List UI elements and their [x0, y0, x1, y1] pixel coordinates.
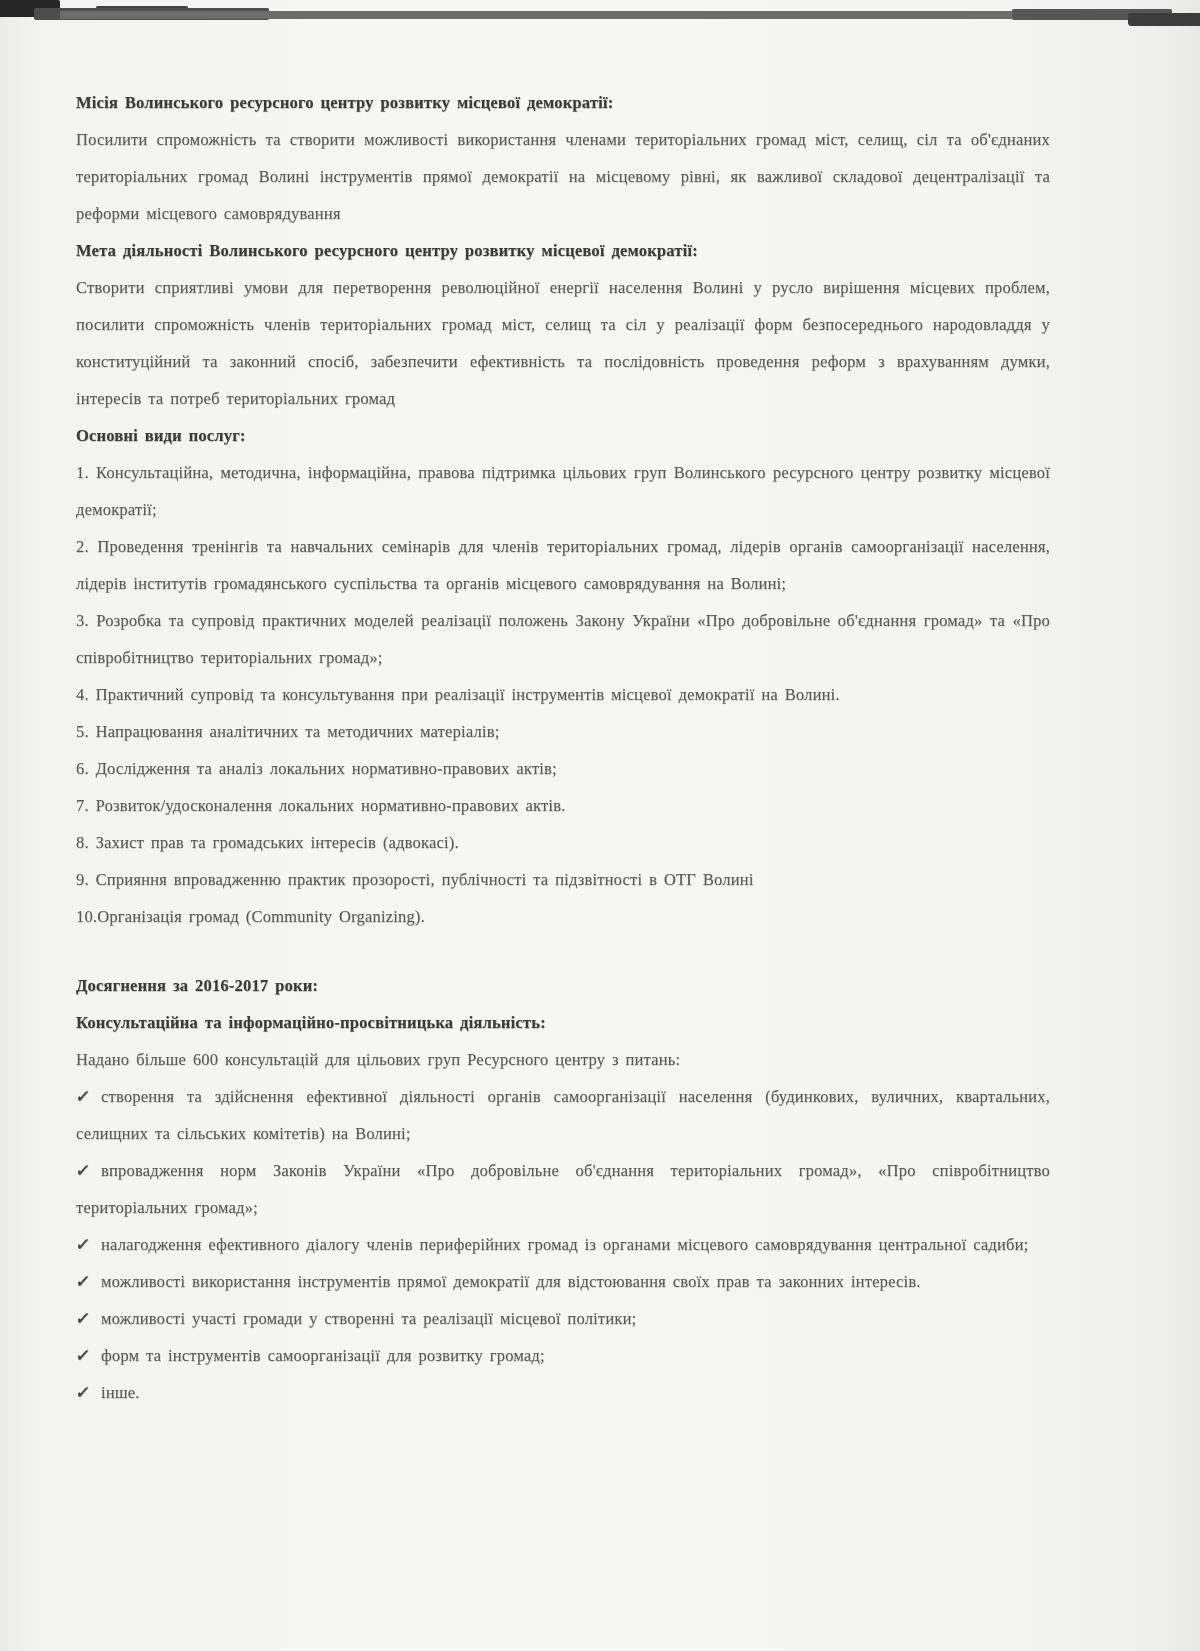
checkmark-icon: ✓ [74, 1383, 92, 1402]
topic-item-6 [76, 1337, 1050, 1374]
topic-text: можливості використання інструментів прямої демократії для відстоювання своїх прав та законних інтересів. [101, 1272, 921, 1291]
topic-text: форм та інструментів самоорганізації для розвитку громад; [101, 1346, 545, 1365]
achievements-heading: Досягнення за 2016-2017 роки: [76, 976, 319, 995]
service-item-6: 6. Дослідження та аналіз локальних нормативно-правових актів; [76, 759, 557, 778]
topic-text: інше. [101, 1383, 140, 1402]
document-content [76, 0, 1050, 1411]
topic-text: можливості участі громади у створенні та реалізації місцевої політики; [101, 1309, 637, 1328]
achievements-subheading: Консультаційна та інформаційно-просвітницька діяльність: [76, 1013, 546, 1032]
checkmark-icon: ✓ [74, 1346, 92, 1365]
mission-heading: Місія Волинського ресурсного центру розвитку місцевої демократії: [76, 93, 614, 112]
topic-text: створення та здійснення ефективної діяльності органів самоорганізації населення (будинкових, вуличних, квартальних, селищних та сільських комітетів) на Волині; [76, 1087, 1050, 1143]
checkmark-icon: ✓ [74, 1087, 92, 1106]
topic-text: налагодження ефективного діалогу членів периферійних громад із органами місцевого самоврядування центральної садиби; [101, 1235, 1029, 1254]
checkmark-icon: ✓ [74, 1309, 92, 1328]
goal-heading: Мета діяльності Волинського ресурсного центру розвитку місцевої демократії: [76, 241, 698, 260]
service-item-2: 2. Проведення тренінгів та навчальних семінарів для членів територіальних громад, лідерів органів самоорганізації населення, лідерів інститутів громадянського суспільства та органів місцевого самоврядування на Волині; [76, 537, 1050, 593]
topic-item-2 [76, 1152, 1050, 1226]
topic-item-3 [76, 1226, 1050, 1263]
topic-item-1 [76, 1078, 1050, 1152]
goal-text: Створити сприятливі умови для перетворення революційної енергії населення Волині у русло вирішення місцевих проблем, посилити спроможність членів територіальних громад міст, селищ та сіл у реалізації форм безпосереднього народовладдя у конституційний та законний спосіб, забезпечити ефективність та послідовність проведення реформ з врахуванням думки, інтересів та потреб територіальних громад [76, 278, 1050, 408]
topic-item-4 [76, 1263, 1050, 1300]
service-item-8: 8. Захист прав та громадських інтересів (адвокасі). [76, 833, 459, 852]
service-item-7: 7. Розвиток/удосконалення локальних нормативно-правових актів. [76, 796, 566, 815]
service-item-4: 4. Практичний супровід та консультування при реалізації інструментів місцевої демократії на Волині. [76, 685, 840, 704]
service-item-9: 9. Сприяння впровадженню практик прозорості, публічності та підзвітності в ОТГ Волині [76, 870, 754, 889]
scan-artifact-segment [1128, 13, 1200, 26]
mission-text: Посилити спроможність та створити можливості використання членами територіальних громад міст, селищ, сіл та об'єднаних територіальних громад Волині інструментів прямої демократії на місцевому рівні, як важливої складової децентралізації та реформи місцевого самоврядування [76, 130, 1050, 223]
topic-item-5 [76, 1300, 1050, 1337]
service-item-3: 3. Розробка та супровід практичних моделей реалізації положень Закону України «Про добровільне об'єднання громад» та «Про співробітництво територіальних громад»; [76, 611, 1050, 667]
topic-text: впровадження норм Законів України «Про добровільне об'єднання територіальних громад», «Про співробітництво територіальних громад»; [76, 1161, 1050, 1217]
achievements-intro: Надано більше 600 консультацій для цільових груп Ресурсного центру з питань: [76, 1050, 681, 1069]
checkmark-icon: ✓ [74, 1161, 92, 1180]
topic-item-7 [76, 1374, 1050, 1411]
checkmark-icon: ✓ [74, 1272, 92, 1291]
service-item-1: 1. Консультаційна, методична, інформаційна, правова підтримка цільових груп Волинського ресурсного центру розвитку місцевої демократії; [76, 463, 1050, 519]
service-item-5: 5. Напрацювання аналітичних та методичних матеріалів; [76, 722, 500, 741]
services-heading: Основні види послуг: [76, 426, 246, 445]
service-item-10: 10.Організація громад (Community Organizing). [76, 907, 425, 926]
checkmark-icon: ✓ [74, 1235, 92, 1254]
